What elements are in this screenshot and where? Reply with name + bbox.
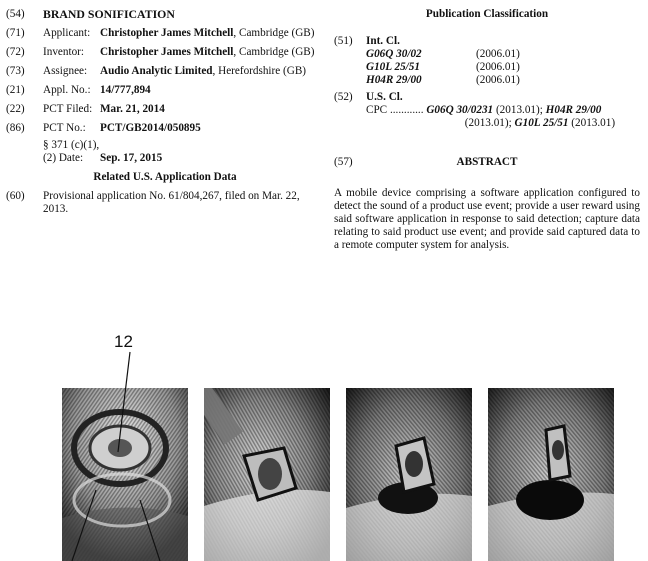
leader-line (72, 490, 96, 561)
cpc-code: G06Q 30/0231 (426, 104, 494, 116)
field-code: (52) (334, 91, 353, 103)
int-cl-code: G10L 25/51 (366, 61, 420, 73)
field-code: (54) (6, 8, 25, 20)
s371-date-value: Sep. 17, 2015 (100, 152, 163, 164)
field-label: Appl. No.: (43, 84, 91, 96)
cpc-version: (2013.01) (568, 117, 616, 129)
applicant-name: Christopher James Mitchell (100, 27, 234, 39)
cpc-code: H04R 29/00 (545, 104, 602, 116)
s371-line2: (2) Date: (43, 152, 84, 164)
leader-line (140, 500, 160, 561)
applicant-location: , Cambridge (GB) (233, 27, 315, 39)
cpc-version: (2013.01); (493, 104, 546, 116)
int-cl-code: G06Q 30/02 (366, 48, 422, 60)
provisional-value: Provisional application No. 61/804,267, filed on Mar. 22, 2013. (43, 190, 300, 215)
reference-numeral: 12 (114, 332, 133, 351)
field-label: Assignee: (43, 65, 88, 77)
field-code: (73) (6, 65, 25, 77)
int-cl-label: Int. Cl. (366, 35, 400, 47)
assignee-name: Audio Analytic Limited (100, 65, 213, 77)
field-code: (57) (334, 156, 353, 168)
field-label: Applicant: (43, 27, 91, 39)
field-code: (60) (6, 190, 25, 202)
related-data-heading: Related U.S. Application Data (93, 171, 237, 183)
assignee-location: , Herefordshire (GB) (212, 65, 307, 77)
appl-no-value: 14/777,894 (100, 84, 151, 96)
leader-line (118, 352, 130, 452)
us-cl-label: U.S. Cl. (366, 91, 403, 103)
field-code: (71) (6, 27, 25, 39)
field-label: Inventor: (43, 46, 85, 58)
int-cl-version: (2006.01) (476, 61, 520, 73)
field-label: PCT Filed: (43, 103, 93, 115)
int-cl-code: H04R 29/00 (366, 74, 422, 86)
field-code: (21) (6, 84, 25, 96)
inventor-name: Christopher James Mitchell (100, 46, 234, 58)
int-cl-version: (2006.01) (476, 74, 520, 86)
abstract-heading: ABSTRACT (456, 156, 518, 168)
field-code: (86) (6, 122, 25, 134)
field-code: (51) (334, 35, 353, 47)
pct-no-value: PCT/GB2014/050895 (100, 122, 201, 134)
invention-title: BRAND SONIFICATION (43, 7, 175, 21)
field-code: (22) (6, 103, 25, 115)
int-cl-version: (2006.01) (476, 48, 520, 60)
field-label: PCT No.: (43, 122, 86, 134)
pub-class-heading: Publication Classification (425, 8, 549, 20)
s371-line1: § 371 (c)(1), (43, 139, 100, 151)
cpc-version: (2013.01); (462, 117, 515, 129)
inventor-location: , Cambridge (GB) (233, 46, 315, 58)
cpc-prefix: CPC ............ (366, 104, 424, 116)
pct-filed-value: Mar. 21, 2014 (100, 103, 165, 115)
cpc-code: G10L 25/51 (514, 117, 569, 129)
abstract-text: A mobile device comprising a software application configured to detect the sound of a product use event; provide a user reward using said software application in response to said detection; capture data relating to said product use event; and provide said captured data to a remote computer system for analysis. (334, 187, 640, 251)
field-code: (72) (6, 46, 25, 58)
